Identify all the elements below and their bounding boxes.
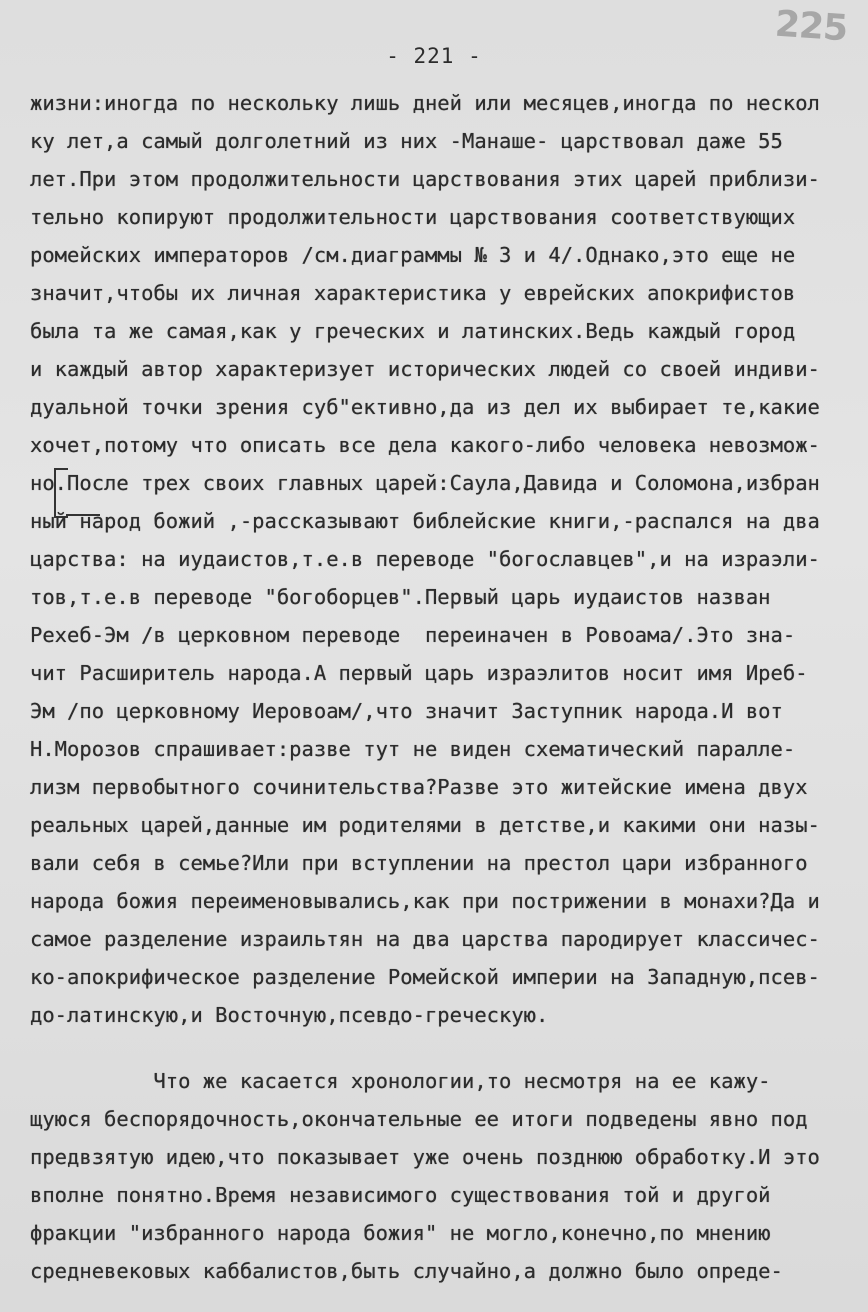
text-line: ный народ божий ,-рассказывают библейские книги,-распался на два xyxy=(30,509,820,533)
text-line: тов,т.е.в переводе "богоборцев".Первый царь иудаистов назван xyxy=(30,585,771,609)
text-line: и каждый автор характеризует исторических людей со своей индиви- xyxy=(30,357,820,381)
text-line: лет.При этом продолжительности царствования этих царей приблизи- xyxy=(30,167,820,191)
text-line: Эм /по церковному Иеровоам/,что значит Заступник народа.И вот xyxy=(30,699,783,723)
text-line: значит,чтобы их личная характеристика у еврейских апокрифистов xyxy=(30,281,796,305)
text-line: чит Расширитель народа.А первый царь израэлитов носит имя Иреб- xyxy=(30,661,808,685)
text-line: дуальной точки зрения суб"ективно,да из дел их выбирает те,какие xyxy=(30,395,820,419)
text-line: народа божия переименовывались,как при пострижении в монахи?Да и xyxy=(30,889,820,913)
archive-page-number: 225 xyxy=(773,3,849,50)
text-line: но.После трех своих главных царей:Саула,Давида и Соломона,избран xyxy=(30,471,820,495)
text-line: жизни:иногда по нескольку лишь дней или месяцев,иногда по нескол xyxy=(30,91,820,115)
text-line: средневековых каббалистов,быть случайно,а должно было опреде- xyxy=(30,1259,783,1283)
text-line: вполне понятно.Время независимого существования той и другой xyxy=(30,1183,771,1207)
text-line: до-латинскую,и Восточную,псевдо-греческую. xyxy=(30,1003,549,1027)
text-line: Н.Морозов спрашивает:разве тут не виден схематический паралле- xyxy=(30,737,796,761)
page-number: - 221 - xyxy=(386,44,482,68)
text-line: была та же самая,как у греческих и латинских.Ведь каждый город xyxy=(30,319,796,343)
text-line: самое разделение израильтян на два царства пародирует классичес- xyxy=(30,927,820,951)
text-line: Что же касается хронологии,то несмотря на ее кажу- xyxy=(30,1069,771,1093)
text-line: царства: на иудаистов,т.е.в переводе "богославцев",и на израэли- xyxy=(30,547,820,571)
text-line: фракции "избранного народа божия" не могло,конечно,по мнению xyxy=(30,1221,771,1245)
text-line: Рехеб-Эм /в церковном переводе переиначен в Ровоама/.Это зна- xyxy=(30,623,796,647)
text-line: хочет,потому что описать все дела какого-либо человека невозмож- xyxy=(30,433,820,457)
text-line: реальных царей,данные им родителями в детстве,и какими они назы- xyxy=(30,813,820,837)
text-line: вали себя в семье?Или при вступлении на престол цари избранного xyxy=(30,851,808,875)
text-line: предвзятую идею,что показывает уже очень позднюю обработку.И это xyxy=(30,1145,820,1169)
text-line: щуюся беспорядочность,окончательные ее итоги подведены явно под xyxy=(30,1107,808,1131)
text-line: ко-апокрифическое разделение Ромейской империи на Западную,псев- xyxy=(30,965,820,989)
text-line: ку лет,а самый долголетний из них -Манаше- царствовал даже 55 xyxy=(30,129,783,153)
text-line: ромейских императоров /см.диаграммы № 3 и 4/.Однако,это еще не xyxy=(30,243,796,267)
text-line: лизм первобытного сочинительства?Разве это житейские имена двух xyxy=(30,775,808,799)
text-line: тельно копируют продолжительности царствования соответствующих xyxy=(30,205,796,229)
